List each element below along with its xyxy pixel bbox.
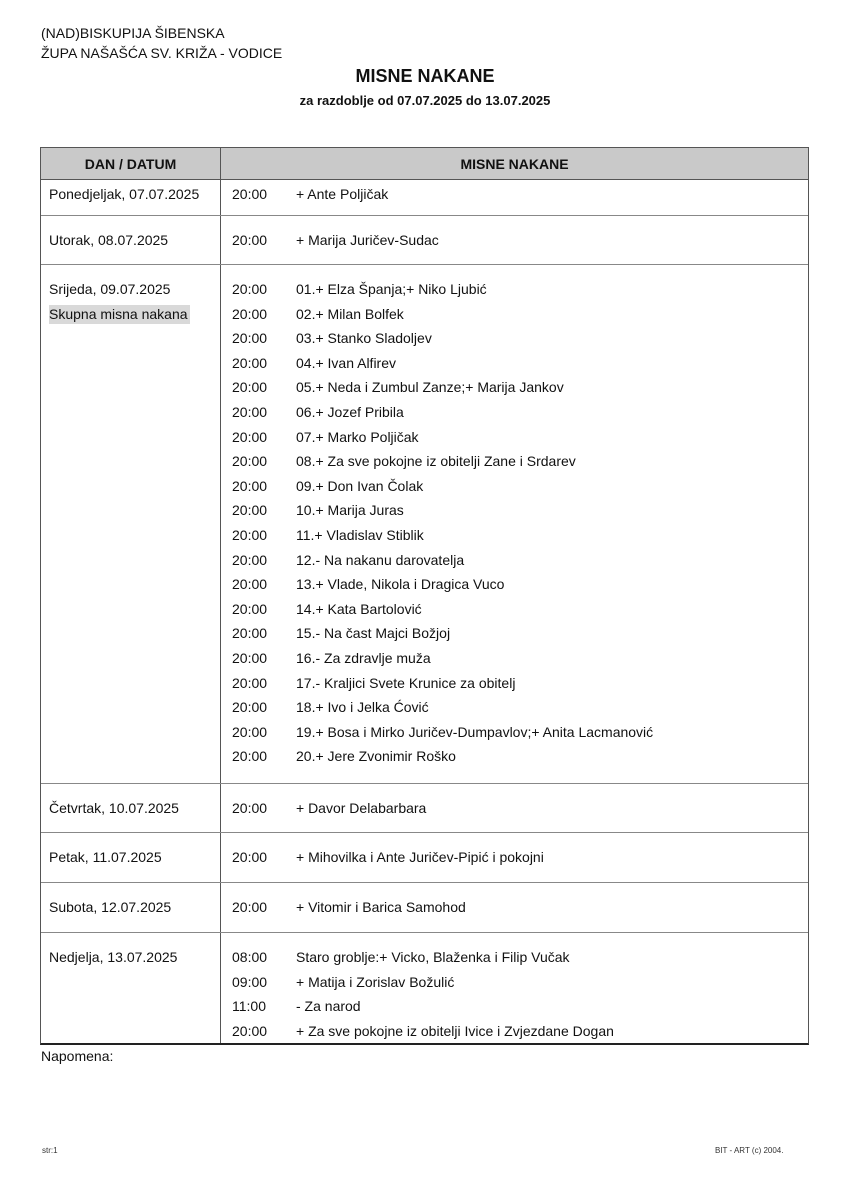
intention-entry	[221, 845, 808, 870]
intention-entry	[221, 375, 808, 400]
day-date: Ponedjeljak, 07.07.2025	[49, 186, 200, 202]
mass-time: 20:00	[232, 699, 268, 716]
intention-entry	[221, 796, 808, 821]
intentions-cell	[221, 265, 808, 783]
mass-time: 20:00	[232, 649, 268, 666]
mass-time: 08:00	[232, 949, 268, 965]
day-date: Nedjelja, 13.07.2025	[49, 949, 178, 965]
mass-time: 20:00	[232, 379, 268, 396]
intention-entry	[221, 425, 808, 450]
table-row	[41, 784, 808, 833]
intention-text: 02.+ Milan Bolfek	[296, 305, 404, 322]
mass-time: 20:00	[232, 625, 268, 642]
day-cell	[41, 216, 221, 264]
mass-time: 20:00	[232, 232, 268, 248]
intention-text: 13.+ Vlade, Nikola i Dragica Vuco	[296, 576, 505, 593]
mass-time: 20:00	[232, 674, 268, 691]
intention-text: 05.+ Neda i Zumbul Zanze;+ Marija Jankov	[296, 379, 564, 396]
mass-time: 20:00	[232, 748, 268, 765]
intention-entry	[221, 895, 808, 920]
mass-time: 20:00	[232, 551, 268, 568]
intention-text: 18.+ Ivo i Jelka Ćović	[296, 699, 429, 716]
mass-time: 20:00	[232, 723, 268, 740]
mass-time: 20:00	[232, 600, 268, 617]
diocese-name: (NAD)BISKUPIJA ŠIBENSKA	[41, 25, 225, 41]
mass-time: 20:00	[232, 576, 268, 593]
day-cell	[41, 784, 221, 832]
intentions-cell	[221, 933, 808, 1043]
intention-text: + Mihovilka i Ante Juričev-Pipić i pokojni	[296, 849, 544, 865]
day-date: Petak, 11.07.2025	[49, 849, 162, 865]
page-subtitle: za razdoblje od 07.07.2025 do 13.07.2025	[299, 93, 551, 108]
intention-text: 06.+ Jozef Pribila	[296, 403, 404, 420]
mass-time: 20:00	[232, 1022, 268, 1039]
mass-time: 20:00	[232, 305, 268, 322]
intention-text: 12.- Na nakanu darovatelja	[296, 551, 465, 568]
table-row	[41, 216, 808, 265]
collective-intention-note: Skupna misna nakana	[49, 305, 188, 322]
intention-entry	[221, 182, 808, 207]
day-cell	[41, 883, 221, 932]
intention-entry	[221, 326, 808, 351]
intention-entry	[221, 994, 808, 1019]
intentions-cell	[221, 180, 808, 215]
table-row	[41, 933, 808, 1043]
intention-entry	[221, 228, 808, 253]
intention-entry	[221, 744, 808, 769]
day-date: Srijeda, 09.07.2025	[49, 281, 171, 297]
intention-entry	[221, 400, 808, 425]
intention-entry	[221, 621, 808, 646]
intention-entry	[221, 523, 808, 548]
day-date: Utorak, 08.07.2025	[49, 232, 169, 248]
intention-text: 03.+ Stanko Sladoljev	[296, 330, 432, 347]
intention-entry	[221, 695, 808, 720]
intentions-cell	[221, 883, 808, 932]
intention-text: Staro groblje:+ Vicko, Blaženka i Filip Vučak	[296, 949, 570, 965]
intention-text: + Vitomir i Barica Samohod	[296, 899, 466, 915]
intention-text: 20.+ Jere Zvonimir Roško	[296, 748, 456, 765]
intention-entry	[221, 498, 808, 523]
mass-time: 20:00	[232, 403, 268, 420]
intention-entry	[221, 572, 808, 597]
intention-text: 08.+ Za sve pokojne iz obitelji Zane i Srdarev	[296, 453, 576, 470]
table-row	[41, 265, 808, 784]
intention-entry	[221, 671, 808, 696]
mass-time: 09:00	[232, 973, 268, 990]
table-body	[41, 180, 808, 1043]
mass-time: 20:00	[232, 899, 268, 915]
mass-time: 20:00	[232, 526, 268, 543]
table-row	[41, 883, 808, 933]
intention-text: + Marija Juričev-Sudac	[296, 232, 439, 248]
intention-text: 11.+ Vladislav Stiblik	[296, 526, 424, 543]
intention-text: + Davor Delabarbara	[296, 800, 427, 816]
mass-time: 20:00	[232, 477, 268, 494]
software-credit: BIT - ART (c) 2004.	[715, 1146, 784, 1155]
intention-entry	[221, 945, 808, 970]
page-title: MISNE NAKANE	[355, 66, 495, 86]
intention-entry	[221, 548, 808, 573]
day-cell	[41, 180, 221, 215]
day-date: Četvrtak, 10.07.2025	[49, 800, 179, 816]
column-header-day: DAN / DATUM	[41, 148, 221, 179]
intention-text: 16.- Za zdravlje muža	[296, 649, 431, 666]
intention-text: + Matija i Zorislav Božulić	[296, 973, 455, 990]
mass-time: 20:00	[232, 354, 268, 371]
day-date: Subota, 12.07.2025	[49, 899, 172, 915]
intentions-cell	[221, 784, 808, 832]
intention-entry	[221, 351, 808, 376]
intention-entry	[221, 970, 808, 995]
intentions-table	[40, 147, 809, 1045]
intention-entry	[221, 597, 808, 622]
mass-time: 20:00	[232, 849, 268, 865]
intention-entry	[221, 474, 808, 499]
intention-text: 17.- Kraljici Svete Krunice za obitelj	[296, 674, 516, 691]
intention-entry	[221, 720, 808, 745]
intention-text: 10.+ Marija Juras	[296, 502, 404, 519]
intention-text: + Ante Poljičak	[296, 186, 389, 202]
intention-entry	[221, 302, 808, 327]
mass-time: 20:00	[232, 330, 268, 347]
intention-entry	[221, 1019, 808, 1044]
note-label: Napomena:	[41, 1048, 114, 1064]
intention-text: 04.+ Ivan Alfirev	[296, 354, 397, 371]
page-number: str:1	[42, 1146, 58, 1155]
parish-name: ŽUPA NAŠAŠĆA SV. KRIŽA - VODICE	[41, 45, 283, 61]
intention-text: 19.+ Bosa i Mirko Juričev-Dumpavlov;+ Anita Lacmanović	[296, 723, 654, 740]
intention-text: - Za narod	[296, 998, 361, 1015]
table-row	[41, 180, 808, 216]
intention-text: + Za sve pokojne iz obitelji Ivice i Zvjezdane Dogan	[296, 1022, 614, 1039]
day-cell	[41, 833, 221, 882]
intention-text: 15.- Na čast Majci Božjoj	[296, 625, 451, 642]
mass-time: 20:00	[232, 281, 268, 297]
intention-text: 09.+ Don Ivan Čolak	[296, 477, 424, 494]
mass-time: 20:00	[232, 502, 268, 519]
intention-text: 01.+ Elza Španja;+ Niko Ljubić	[296, 281, 487, 297]
intention-text: 07.+ Marko Poljičak	[296, 428, 419, 445]
intentions-cell	[221, 833, 808, 882]
mass-time: 11:00	[232, 998, 266, 1015]
intentions-cell	[221, 216, 808, 264]
intention-text: 14.+ Kata Bartolović	[296, 600, 422, 617]
intention-entry	[221, 277, 808, 302]
table-row	[41, 833, 808, 883]
intention-entry	[221, 646, 808, 671]
day-cell	[41, 265, 221, 783]
column-header-intentions: MISNE NAKANE	[460, 155, 569, 172]
mass-time: 20:00	[232, 186, 268, 202]
intention-entry	[221, 449, 808, 474]
mass-time: 20:00	[232, 428, 268, 445]
mass-time: 20:00	[232, 453, 268, 470]
day-cell	[41, 933, 221, 1043]
table-header	[41, 148, 808, 180]
mass-time: 20:00	[232, 800, 268, 816]
